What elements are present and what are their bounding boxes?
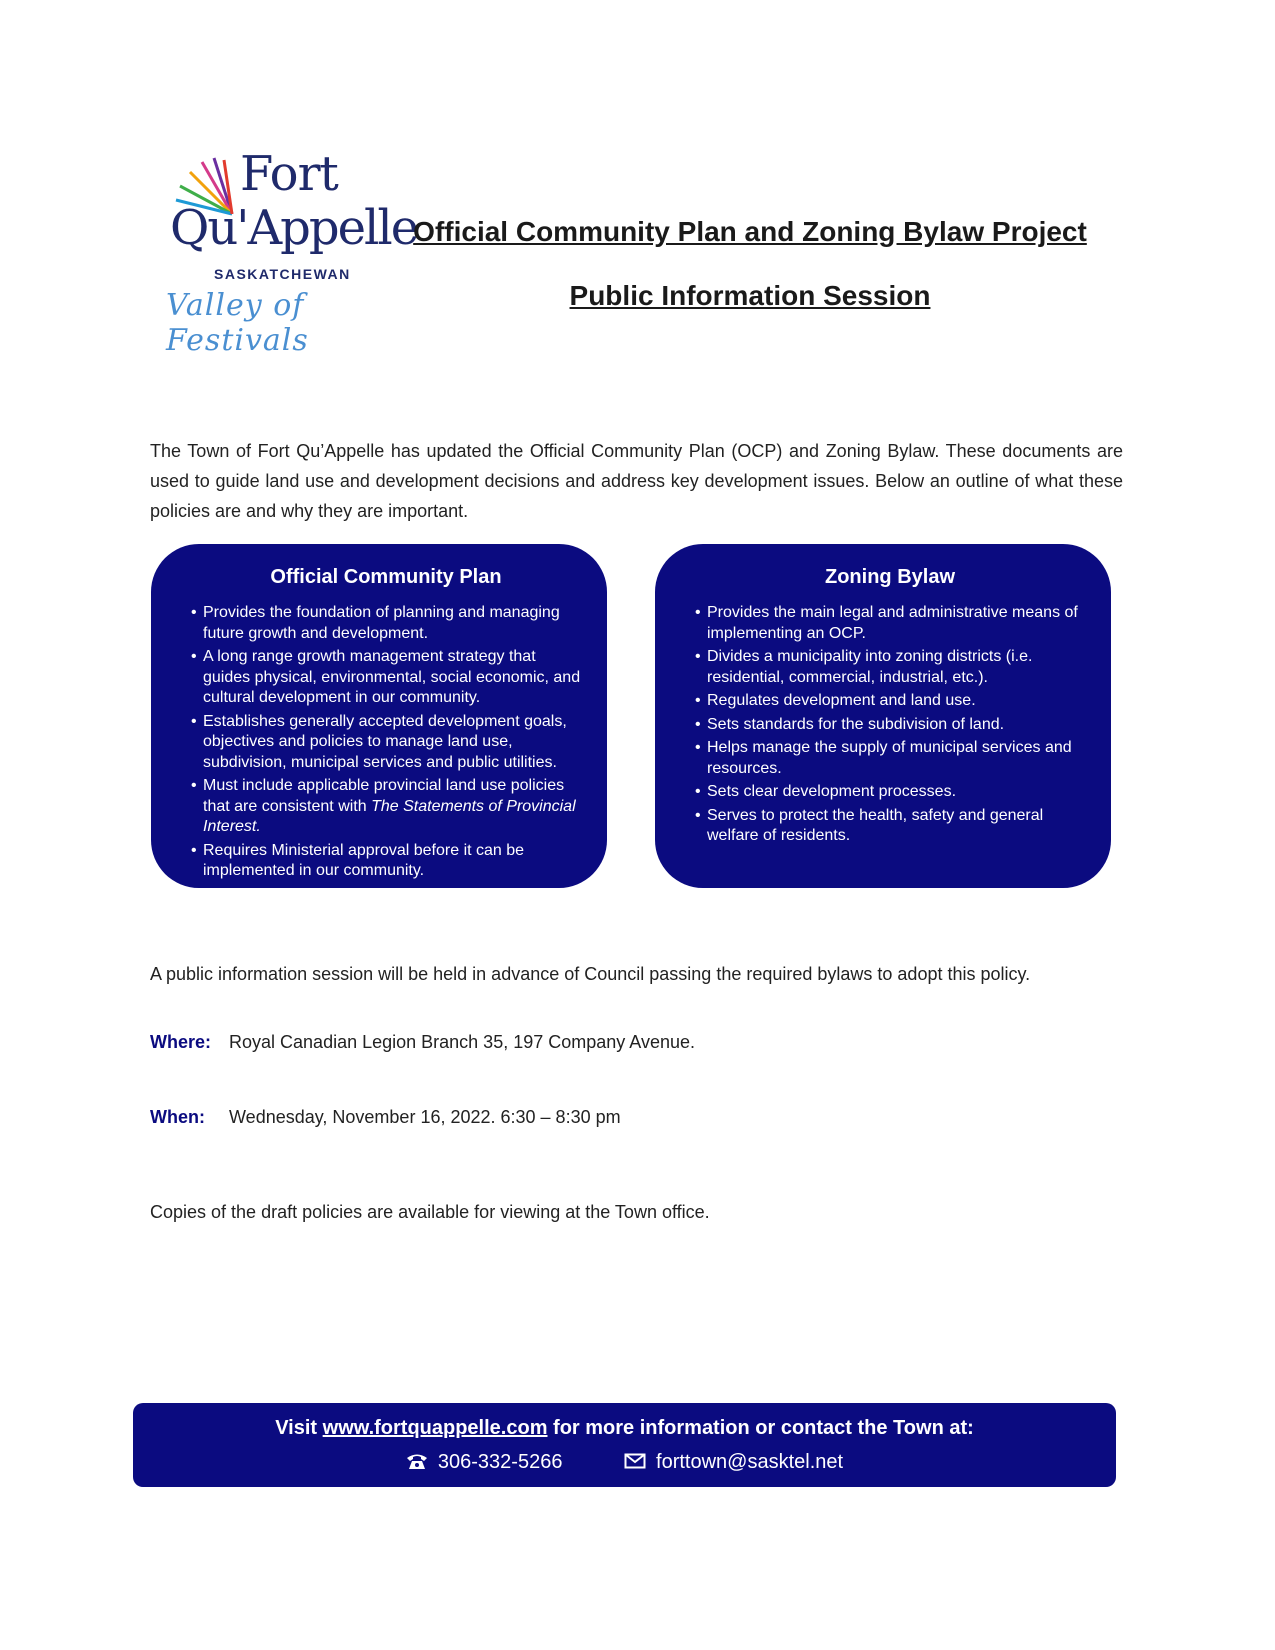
- contact-footer: [133, 1403, 1116, 1487]
- ocp-list-item: • Requires Ministerial approval before it can be implemented in our community.: [191, 841, 581, 882]
- envelope-icon: [624, 1452, 646, 1470]
- zoning-list: [695, 603, 1085, 847]
- zoning-list-item: • Helps manage the supply of municipal services and resources.: [695, 738, 1085, 779]
- zoning-panel-title: Zoning Bylaw: [825, 566, 955, 588]
- session-notice: A public information session will be held in advance of Council passing the required bylaws to adopt this policy.: [150, 964, 1031, 984]
- intro-paragraph: The Town of Fort Qu’Appelle has updated the Official Community Plan (OCP) and Zoning Bylaw. These documents are used to guide land use and development decisions and address key development issues. Below an outline of what these policies are and why they are important.: [150, 441, 1123, 521]
- footer-contact-line: [133, 1451, 1116, 1474]
- zoning-list-item: • Sets clear development processes.: [695, 782, 1085, 803]
- phone-icon: [406, 1452, 428, 1470]
- email-contact: [624, 1451, 843, 1474]
- ocp-list-item: [191, 776, 581, 838]
- zoning-list-item: • Divides a municipality into zoning districts (i.e. residential, commercial, industrial, etc.).: [695, 647, 1085, 688]
- page-subtitle: Public Information Session: [569, 280, 931, 311]
- zoning-list-item: • Provides the main legal and administrative means of implementing an OCP.: [695, 603, 1085, 644]
- zoning-list-item: • Serves to protect the health, safety and general welfare of residents.: [695, 806, 1085, 847]
- logo-text-province: SASKATCHEWAN: [214, 266, 351, 282]
- footer-more-text: for more information or contact the Town at:: [547, 1417, 974, 1439]
- when-row: [150, 1107, 621, 1128]
- ocp-list-item-text: Must include applicable provincial land use policies that are consistent with: [203, 777, 565, 815]
- copies-note: Copies of the draft policies are available for viewing at the Town office.: [150, 1202, 710, 1222]
- website-link[interactable]: www.fortquappelle.com: [322, 1417, 548, 1439]
- footer-visit-text: Visit: [275, 1417, 323, 1439]
- logo-tagline: Valley of Festivals: [166, 288, 309, 358]
- zoning-list-item: • Regulates development and land use.: [695, 691, 1085, 712]
- footer-visit-line: [133, 1417, 1116, 1440]
- ocp-panel-title: Official Community Plan: [270, 566, 502, 588]
- ocp-panel: [151, 544, 607, 888]
- ocp-list-item: • Provides the foundation of planning and managing future growth and development.: [191, 603, 581, 644]
- ocp-list-item-italic: The Statements of Provincial Interest.: [203, 797, 576, 835]
- phone-number: 306-332-5266: [437, 1451, 563, 1474]
- page-title: Official Community Plan and Zoning Bylaw Project: [413, 216, 1087, 247]
- logo-text-fort: Fort: [240, 146, 338, 202]
- when-label: When:: [150, 1107, 205, 1127]
- phone-contact: [406, 1451, 563, 1474]
- zoning-list-item: • Sets standards for the subdivision of land.: [695, 715, 1085, 736]
- where-value: Royal Canadian Legion Branch 35, 197 Company Avenue.: [229, 1032, 696, 1052]
- zoning-panel: [655, 544, 1111, 888]
- where-label: Where:: [150, 1032, 212, 1052]
- ocp-list-item: • Establishes generally accepted development goals, objectives and policies to manage land use, subdivision, municipal services and public utilities.: [191, 712, 581, 774]
- where-row: [150, 1032, 695, 1053]
- logo-text-quappelle: Qu'Appelle: [170, 200, 418, 256]
- email-address[interactable]: forttown@sasktel.net: [656, 1451, 844, 1474]
- town-logo: [162, 146, 418, 358]
- when-value: Wednesday, November 16, 2022. 6:30 – 8:30 pm: [229, 1107, 621, 1127]
- ocp-list: [191, 603, 581, 882]
- ocp-list-item: • A long range growth management strategy that guides physical, environmental, social economic, and cultural development in our community.: [191, 647, 581, 709]
